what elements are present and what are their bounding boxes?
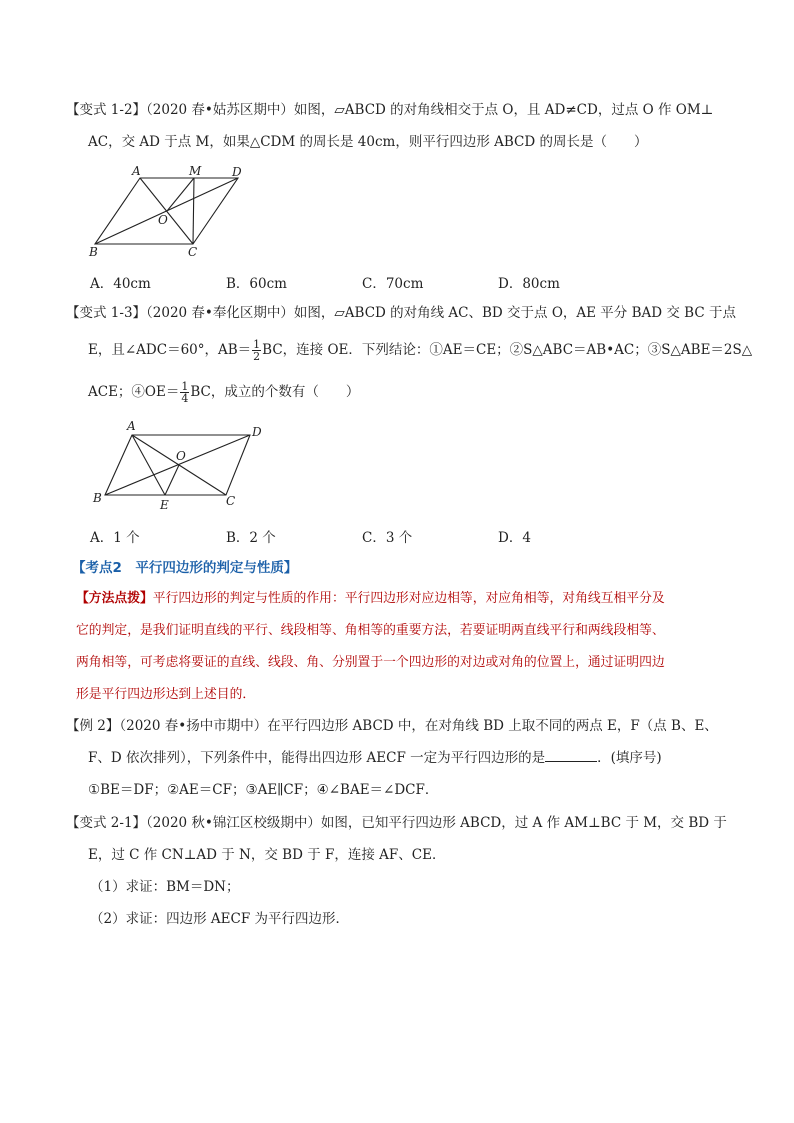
q3-line2: E，过 C 作 CN⊥AD 于 N，交 BD 于 F，连接 AF、CE．	[88, 847, 446, 863]
q1-choice-b: B．60cm	[226, 276, 287, 292]
q2-choice-c: C．3 个	[362, 530, 413, 546]
q2-frac2-den: 4	[181, 392, 189, 405]
q2-line2-start: E，且∠ADC＝60°，AB＝	[88, 342, 252, 358]
q2-line3-end: BC，成立的个数有（ ）	[190, 384, 360, 400]
q2-choice-d: D．4	[498, 530, 531, 546]
q2-label-C: C	[226, 494, 236, 508]
q1-line2: AC，交 AD 于点 M，如果△CDM 的周长是 40cm，则平行四边形 ABCD 的周长是（ ）	[88, 134, 648, 150]
q1-label-C: C	[188, 245, 198, 258]
q2-choice-b: B．2 个	[226, 530, 276, 546]
q2-frac-den: 2	[253, 350, 261, 363]
q2-line3-start: ACE；④OE＝	[88, 384, 180, 400]
q1-label-B: B	[89, 245, 98, 258]
q2-line2	[88, 338, 753, 363]
q2-label-A: A	[127, 419, 136, 433]
section-heading: 【考点2 平行四边形的判定与性质】	[72, 560, 298, 576]
q2-fraction-half	[252, 339, 261, 362]
example2-line2-start: F、D 依次排列），下列条件中，能得出四边形 AECF 一定为平行四边形的是	[88, 750, 546, 766]
method-line1	[76, 589, 732, 609]
q2-parallelogram-figure	[88, 417, 273, 512]
q1-label-A: A	[132, 164, 141, 178]
q2-line2-end: BC，连接 OE．下列结论：①AE＝CE；②S△ABC＝AB•AC；③S△ABE＝2S△	[262, 342, 753, 358]
method-line2: 它的判定，是我们证明直线的平行、线段相等、角相等的重要方法，若要证明两直线平行和两线段相等、	[76, 623, 665, 638]
method-line3: 两角相等，可考虑将要证的直线、线段、角、分别置于一个四边形的对边或对角的位置上，通过证明四边	[76, 655, 665, 670]
q3-line1: 【变式 2-1】（2020 秋•锦江区校级期中）如图，已知平行四边形 ABCD，过 A 作 AM⊥BC 于 M，交 BD 于	[66, 815, 727, 831]
q2-label-O: O	[176, 449, 186, 463]
q3-part2: （2）求证：四边形 AECF 为平行四边形．	[90, 911, 349, 927]
q2-frac-num: 1	[253, 338, 261, 351]
method-label: 【方法点拨】	[76, 591, 153, 606]
q1-label-D: D	[232, 165, 242, 179]
q1-label-M: M	[189, 164, 202, 178]
q1-line1: 【变式 1-2】（2020 春•姑苏区期中）如图，▱ABCD 的对角线相交于点 O，且 AD≠CD，过点 O 作 OM⊥	[66, 102, 714, 118]
q2-label-E: E	[160, 498, 169, 512]
q2-choices	[90, 526, 634, 546]
q1-label-O: O	[158, 213, 168, 227]
example2-line2-end: ．(填序号)	[597, 750, 662, 766]
example2-line3: ①BE＝DF；②AE＝CF；③AE∥CF；④∠BAE＝∠DCF．	[88, 782, 439, 798]
q2-line3	[88, 381, 734, 404]
q1-choice-d: D．80cm	[498, 276, 560, 292]
q3-part1: （1）求证：BM＝DN；	[90, 879, 240, 895]
answer-blank[interactable]	[545, 749, 597, 762]
q1-choice-a: A．40cm	[90, 276, 151, 292]
q2-line1: 【变式 1-3】（2020 春•奉化区期中）如图，▱ABCD 的对角线 AC、BD 交于点 O，AE 平分 BAD 交 BC 于点	[66, 305, 736, 321]
q2-fraction-quarter	[180, 381, 189, 404]
q1-choices	[90, 272, 634, 292]
method-line4: 形是平行四边形达到上述目的．	[76, 687, 256, 702]
q2-frac2-num: 1	[181, 380, 189, 393]
q1-choice-c: C．70cm	[362, 276, 424, 292]
method-line1-text: 平行四边形的判定与性质的作用：平行四边形对应边相等，对应角相等，对角线互相平分及	[152, 591, 665, 606]
example2-line1: 【例 2】（2020 春•扬中市期中）在平行四边形 ABCD 中，在对角线 BD 上取不同的两点 E，F（点 B、E、	[66, 718, 718, 734]
q2-label-B: B	[93, 491, 102, 505]
q2-label-D: D	[252, 425, 262, 439]
q1-parallelogram-figure	[86, 163, 266, 258]
example2-line2	[88, 748, 734, 768]
q2-choice-a: A．1 个	[90, 530, 140, 546]
